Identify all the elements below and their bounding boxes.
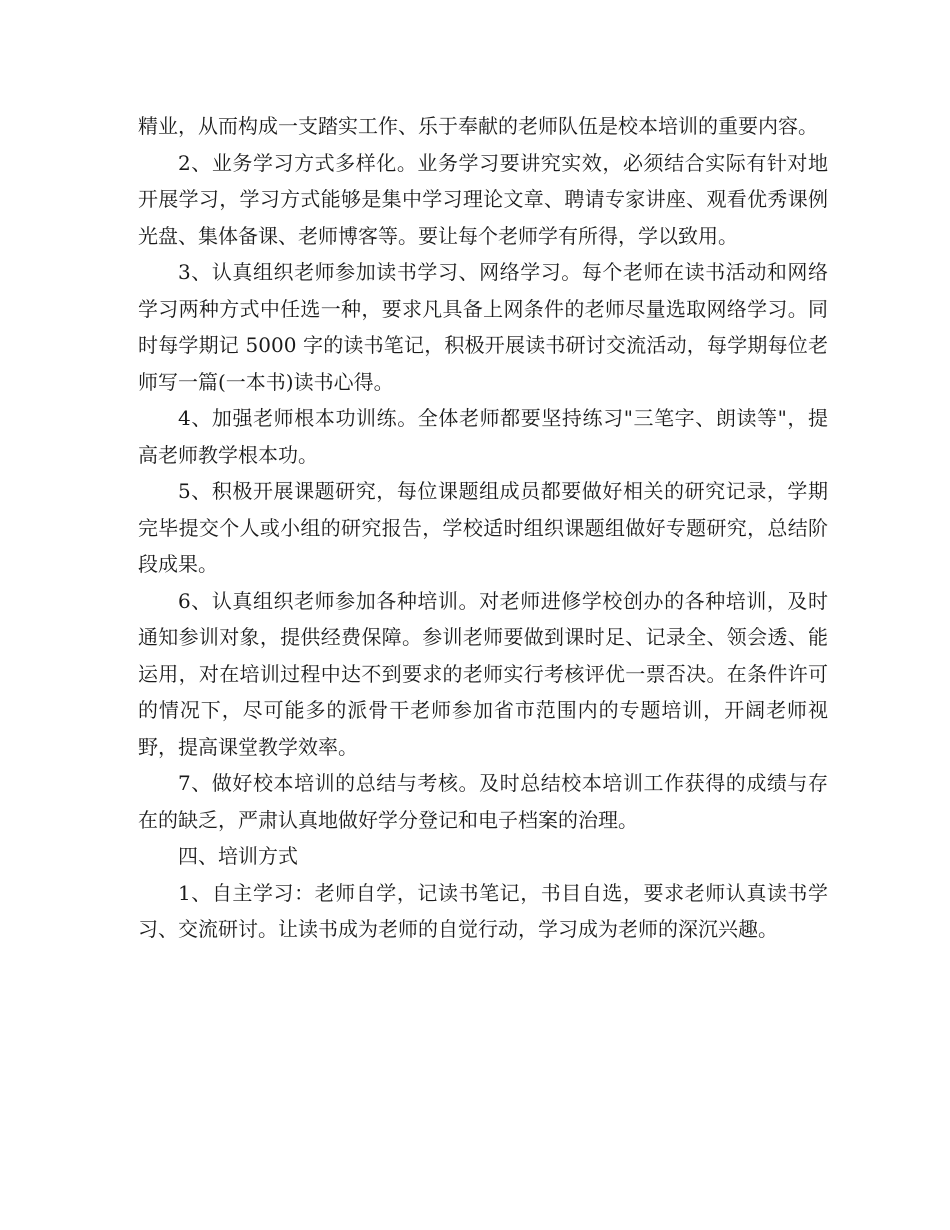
paragraph-item-3-reading-online-study: 3、认真组织老师参加读书学习、网络学习。每个老师在读书活动和网络学习两种方式中任选一种，要求凡具备上网条件的老师尽量选取网络学习。同时每学期记 5000 字的读书笔记，积极开展读书研讨交流活动，每学期每位老师写一篇(一本书)读书心得。 bbox=[138, 260, 828, 394]
paragraph-continuation: 精业，从而构成一支踏实工作、乐于奉献的老师队伍是校本培训的重要内容。 bbox=[138, 114, 818, 138]
paragraph-item-2-study-methods: 2、业务学习方式多样化。业务学习要讲究实效，必须结合实际有针对地开展学习，学习方式能够是集中学习理论文章、聘请专家讲座、观看优秀课例光盘、集体备课、老师博客等。要让每个老师学有所得，学以致用。 bbox=[138, 150, 828, 248]
document-body bbox=[138, 108, 828, 948]
paragraph-item-6-training: 6、认真组织老师参加各种培训。对老师进修学校创办的各种培训，及时通知参训对象，提供经费保障。参训老师要做到课时足、记录全、领会透、能运用，对在培训过程中达不到要求的老师实行考核评优一票否决。在条件许可的情况下，尽可能多的派骨干老师参加省市范围内的专题培训，开阔老师视野，提高课堂教学效率。 bbox=[138, 588, 828, 759]
paragraph-item-5-research: 5、积极开展课题研究，每位课题组成员都要做好相关的研究记录，学期完毕提交个人或小组的研究报告，学校适时组织课题组做好专题研究，总结阶段成果。 bbox=[138, 479, 828, 576]
section-heading-training-methods: 四、培训方式 bbox=[178, 844, 298, 868]
paragraph-item-1-self-study: 1、自主学习：老师自学，记读书笔记，书目自选，要求老师认真读书学习、交流研讨。让读书成为老师的自觉行动，学习成为老师的深沉兴趣。 bbox=[138, 880, 828, 941]
paragraph-item-4-basic-skills: 4、加强老师根本功训练。全体老师都要坚持练习"三笔字、朗读等"，提高老师教学根本功。 bbox=[138, 406, 828, 467]
paragraph-item-7-summary: 7、做好校本培训的总结与考核。及时总结校本培训工作获得的成绩与存在的缺乏，严肃认真地做好学分登记和电子档案的治理。 bbox=[138, 771, 828, 832]
